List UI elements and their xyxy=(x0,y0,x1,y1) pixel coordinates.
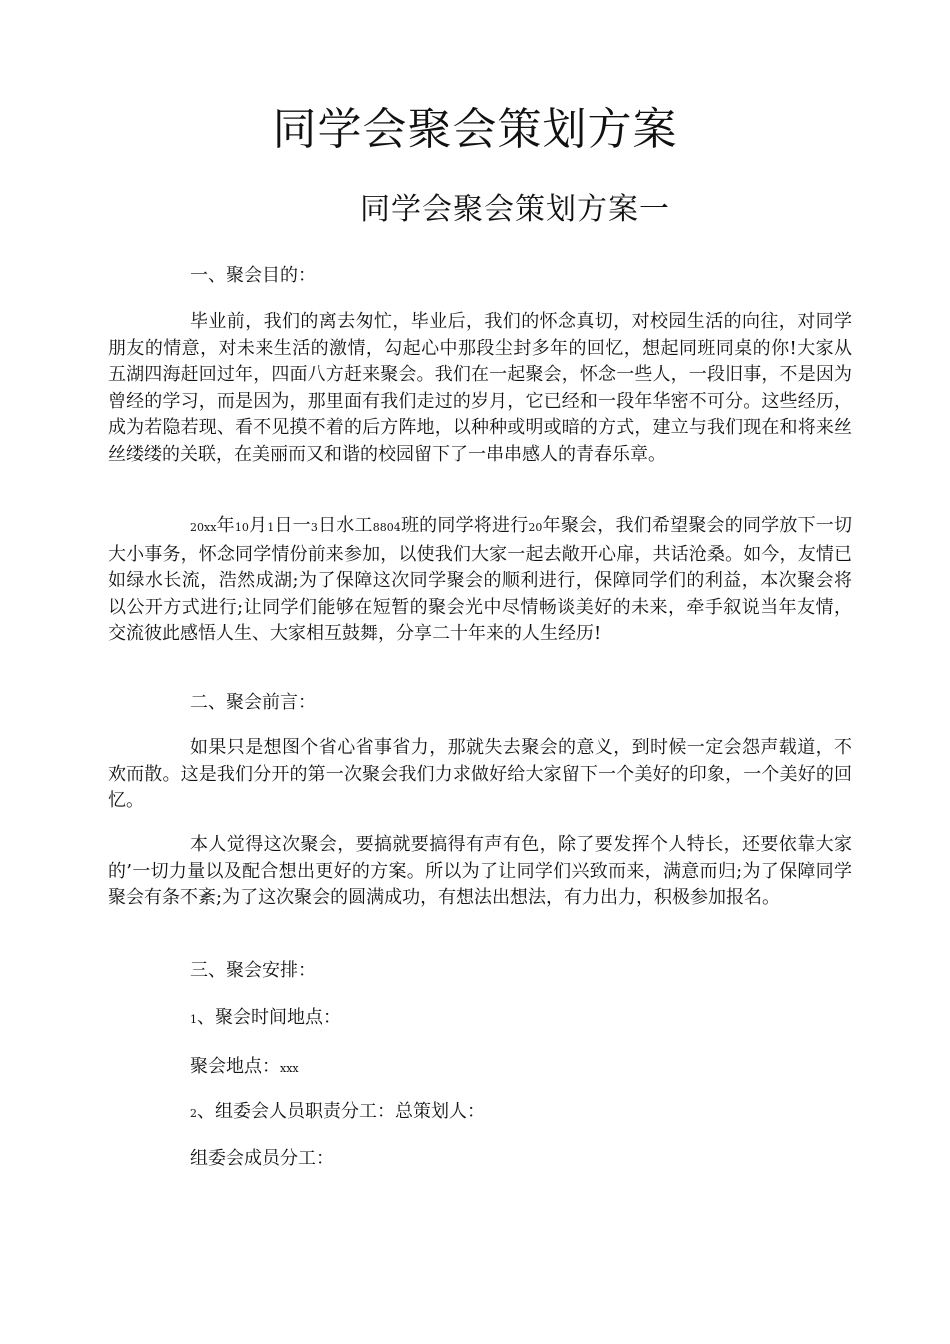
years-value: 20 xyxy=(528,521,543,534)
document-title: 同学会聚会策划方案 xyxy=(272,104,678,155)
paragraph-approach: 本人觉得这次聚会，要搞就要搞得有声有色，除了要发挥个人特长，还要依靠大家的’一切力量以及配合想出更好的方案。所以为了让同学们兴致而来，满意而归;为了保障同学聚会有条不紊;为了这次聚会的圆满成功，有想法出想法，有力出力，积极参加报名。 xyxy=(108,834,852,908)
section-heading-purpose: 一、聚会目的： xyxy=(190,265,316,286)
paragraph-purpose: 毕业前，我们的离去匆忙，毕业后，我们的怀念真切，对校园生活的向往，对同学朋友的情意，对未来生活的激情，勾起心中那段尘封多年的回忆，想起同班同桌的你!大家从五湖四海赶回过年，四面八方赶来聚会。我们在一起聚会，怀念一些人，一段旧事，不是因为曾经的学习，而是因为，那里面有我们走过的岁月，它已经和一段年华密不可分。这些经历，成为若隐若现、看不见摸不着的后方阵地，以种种或明或暗的方式，建立与我们现在和将来丝丝缕缕的关联，在美丽而又和谐的校园留下了一串串感人的青春乐章。 xyxy=(108,311,852,465)
committee-members-label: 组委会成员分工： xyxy=(190,1148,334,1169)
start-day-value: 1 xyxy=(267,521,275,534)
list-item-time-place: 1、聚会时间地点： xyxy=(190,1007,341,1028)
venue-value: xxx xyxy=(280,1062,299,1075)
end-day-value: 3 xyxy=(310,521,318,534)
month-value: 10 xyxy=(234,521,249,534)
document-subtitle: 同学会聚会策划方案一 xyxy=(360,192,670,227)
section-heading-arrangement: 三、聚会安排： xyxy=(190,960,316,981)
venue-line: 聚会地点：xxx xyxy=(190,1056,299,1077)
section-heading-preface: 二、聚会前言： xyxy=(190,692,316,713)
list-item-committee-duties: 2、组委会人员职责分工：总策划人： xyxy=(190,1101,485,1122)
paragraph-preface: 如果只是想图个省心省事省力，那就失去聚会的意义，到时候一定会怨声载道，不欢而散。这是我们分开的第一次聚会我们力求做好给大家留下一个美好的印象，一个美好的回忆。 xyxy=(108,737,852,811)
year-value: 20xx xyxy=(190,521,217,534)
paragraph-schedule: 20xx年10月1日一3日水工8804班的同学将进行20年聚会，我们希望聚会的同学放下一切大小事务，怀念同学情份前来参加，以使我们大家一起去敞开心扉，共话沧桑。如今，友情已如绿水长流，浩然成湖;为了保障这次同学聚会的顺利进行，保障同学们的利益，本次聚会将以公开方式进行;让同学们能够在短暂的聚会光中尽情畅谈美好的未来，牵手叙说当年友情，交流彼此感悟人生、大家相互鼓舞，分享二十年来的人生经历! xyxy=(108,515,853,644)
class-number: 8804 xyxy=(372,521,401,534)
